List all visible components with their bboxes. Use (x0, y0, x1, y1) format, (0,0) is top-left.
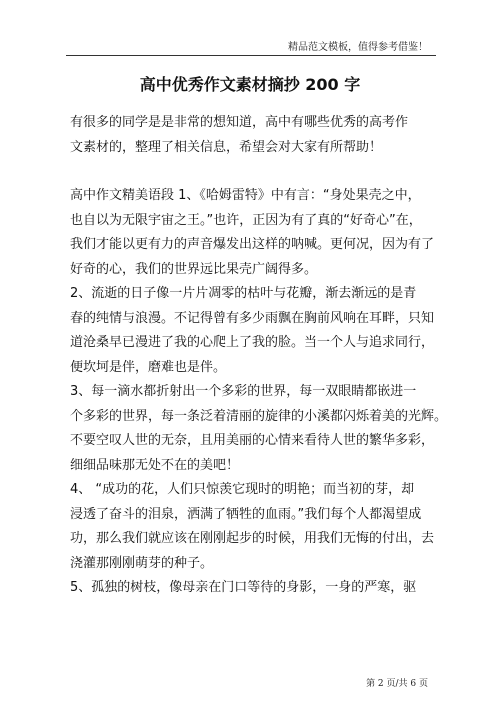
text-line: 也自以为无限宇宙之王。”也许，正因为有了真的“好奇心”在， (70, 212, 422, 228)
document-title: 高中优秀作文素材摘抄 200 字 (139, 75, 361, 94)
text-line: 个多彩的世界，每一条泛着清丽的旋律的小溪都闪烁着美的光辉。 (70, 408, 448, 424)
text-line: 2、流逝的日子像一片片凋零的枯叶与花瓣，渐去渐远的是青 (70, 286, 417, 301)
text-line: 细细品味那无处不在的美吧！ (70, 457, 240, 473)
text-line: 道沧桑早已漫进了我的心爬上了我的脸。当一个人与追求同行， (70, 335, 435, 350)
text-line: 高中作文精美语段 1、《哈姆雷特》中有言：“身处果壳之中， (70, 188, 421, 203)
text-line: 有很多的同学是是非常的想知道，高中有哪些优秀的高考作 (70, 115, 409, 130)
text-line: 文素材的，整理了相关信息，希望会对大家有所帮助！ (70, 139, 383, 155)
paragraph-gap (70, 160, 432, 184)
text-line: 好奇的心，我们的世界远比果壳广阔得多。 (70, 261, 318, 277)
document-body (70, 111, 448, 601)
text-line: 浇灌那刚刚萌芽的种子。 (70, 555, 214, 571)
text-line: 3、每一滴水都折射出一个多彩的世界，每一双眼睛都嵌进一 (70, 384, 417, 399)
text-line: 功，那么我们就应该在刚刚起步的时候，用我们无悔的付出，去 (70, 531, 435, 546)
excerpt-paragraph-4 (70, 478, 435, 576)
text-line: 便坎坷是伴，磨难也是伴。 (70, 359, 227, 375)
text-line: 春的纯情与浪漫。不记得曾有多少雨飘在胸前风响在耳畔，只知 (70, 310, 435, 326)
intro-paragraph (70, 111, 432, 160)
text-line: 4、 “成功的花，人们只惊羡它现时的明艳；而当初的芽，却 (70, 482, 415, 497)
text-line: 浸透了奋斗的泪泉，洒满了牺牲的血雨。”我们每个人都渴望成 (70, 506, 422, 522)
text-line: 不要空叹人世的无奈，且用美丽的心情来看待人世的繁华多彩， (70, 433, 435, 448)
header-divider (66, 55, 436, 56)
excerpt-paragraph-5 (70, 576, 432, 601)
page-number: 第 2 页/共 6 页 (366, 679, 428, 689)
excerpt-paragraph-1 (70, 184, 435, 282)
text-line: 我们才能以更有力的声音爆发出这样的呐喊。更何况，因为有了 (70, 237, 435, 252)
header-note: 精品范文模板，值得参考借鉴！ (288, 42, 428, 53)
excerpt-paragraph-2 (70, 282, 435, 380)
excerpt-paragraph-3 (70, 380, 448, 478)
text-line: 5、孤独的树枝，像母亲在门口等待的身影，一身的严寒，驱 (70, 580, 417, 595)
